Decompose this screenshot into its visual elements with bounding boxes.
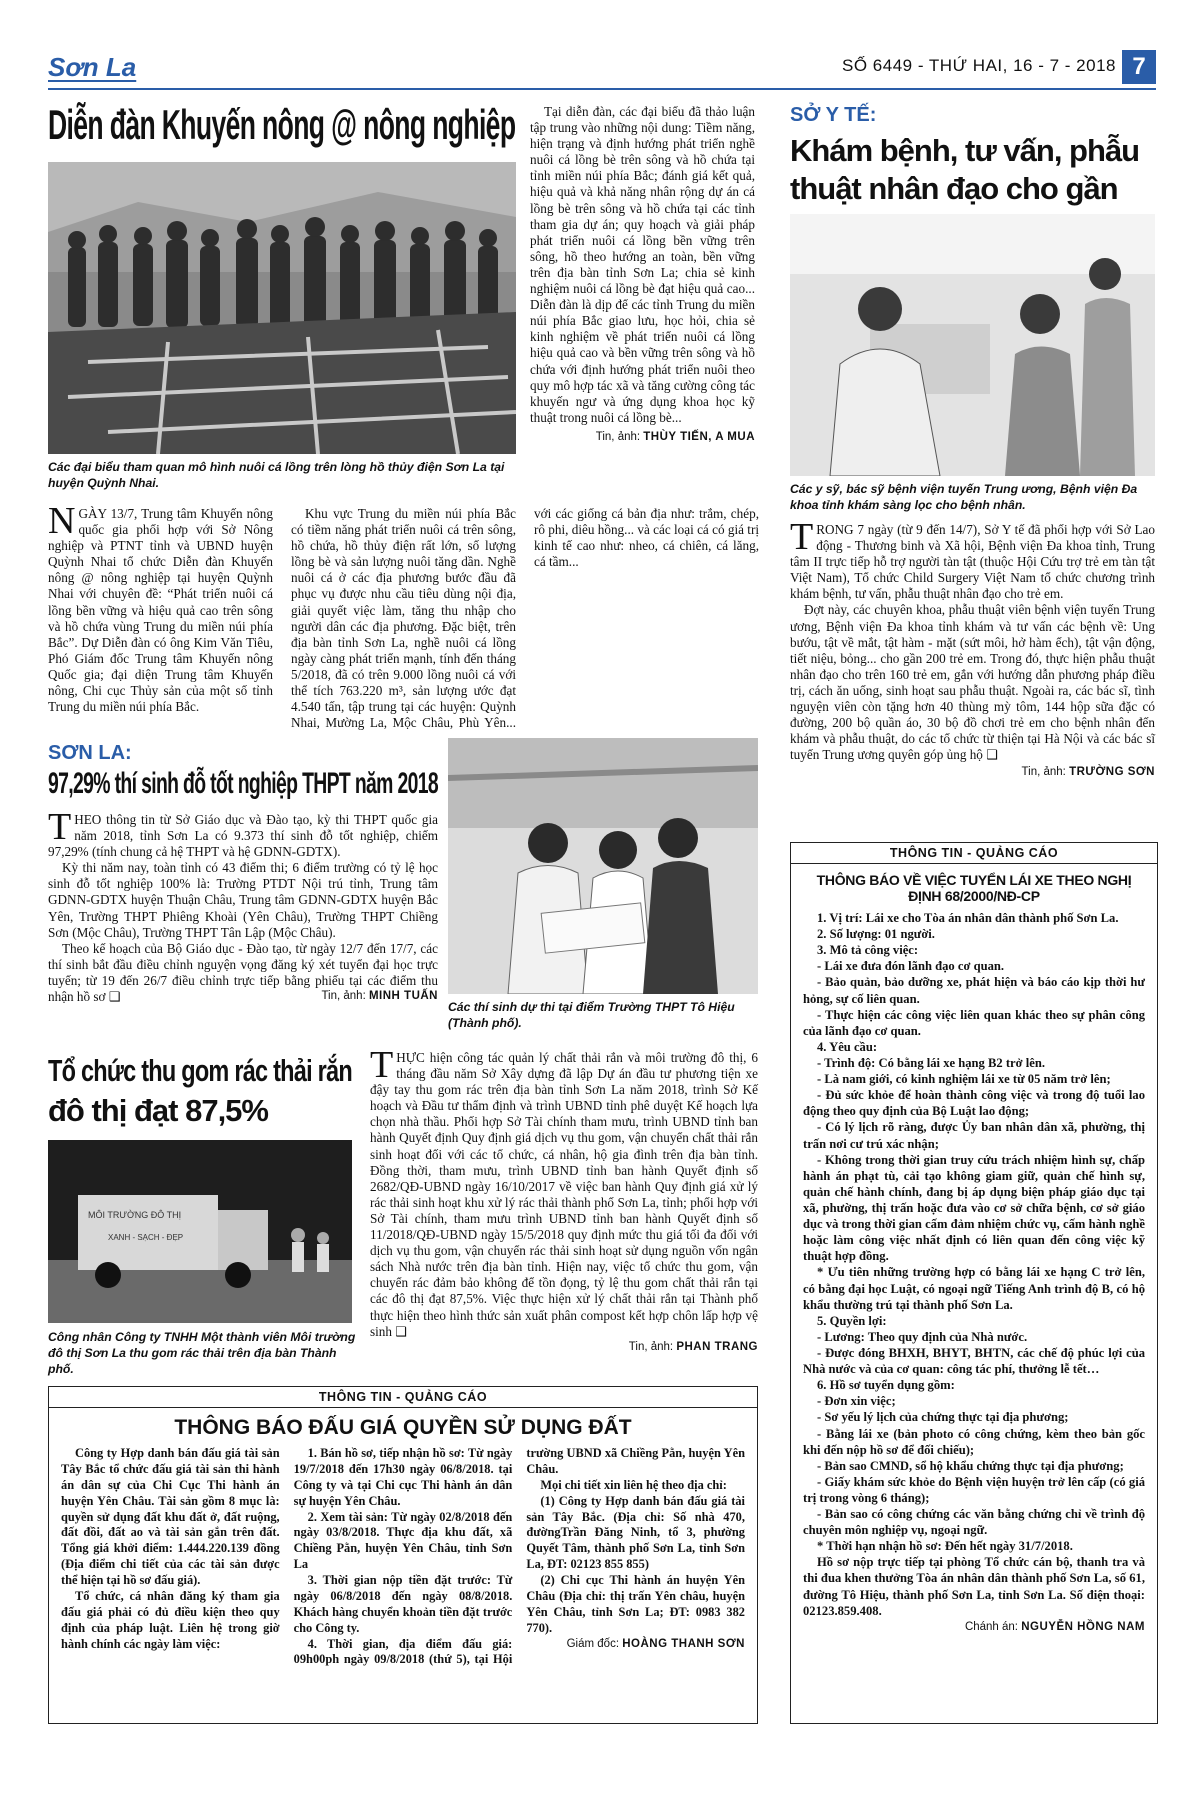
driver-ad-line: - Trình độ: Có bằng lái xe hạng B2 trở lên. (817, 1055, 1045, 1070)
exam-kicker: SƠN LA: (48, 742, 132, 764)
section-name: Sơn La (48, 52, 137, 82)
driver-ad-line: 5. Quyền lợi: (817, 1313, 887, 1328)
driver-ad-line: 6. Hồ sơ tuyển dụng gồm: (817, 1378, 955, 1393)
health-byline: Tin, ảnh: TRƯỜNG SƠN (1021, 766, 1155, 779)
auction-paragraph: (2) Chi cục Thi hành án huyện Yên Châu (Địa chỉ: thị trấn Yên châu, huyện Yên Châu, tỉnh Sơn La; ĐT: 0983 382 770). (526, 1573, 745, 1635)
driver-ad-line: - Đủ sức khỏe để hoàn thành công việc và trong độ tuổi lao động theo quy định của Bộ Luật lao động; (803, 1088, 1145, 1119)
driver-ad-line: - Lái xe đưa đón lãnh đạo cơ quan. (817, 959, 1005, 974)
driver-ad-body (791, 910, 1157, 1619)
health-paragraph: RONG 7 ngày (từ 9 đến 14/7), Sở Y tế đã phối hợp với Sở Lao động - Thương binh và Xã hội, Bệnh viện Đa khoa tỉnh, Trung tâm II trực tiếp hỗ trợ người tàn tật (thuộc Hội Cứu trợ trẻ em tàn tật Việt Nam), Tổ chức Child Surgery Việt Nam tổ chức chương trình khám bệnh, tư vấn, phẫu thuật nhân đạo cho trẻ em. (790, 522, 1155, 602)
auction-paragraph: (1) Công ty Hợp danh bán đấu giá tài sản Tây Bắc. (Địa chỉ: Số nhà 470, đườngTrần Đăng Ninh, tổ 3, phường Quyết Tâm, thành phố Sơn La, tỉnh Sơn La, ĐT: 02123 855 855) (526, 1493, 745, 1572)
page-number-badge (1122, 50, 1156, 84)
issue-info: SỐ 6449 - THỨ HAI, 16 - 7 - 2018 (842, 56, 1116, 75)
header-rule (48, 88, 1156, 90)
auction-ad-title: THÔNG BÁO ĐẤU GIÁ QUYỀN SỬ DỤNG ĐẤT (174, 1416, 632, 1439)
driver-ad-line: - Bản sao có công chứng các văn bằng chứng chỉ về trình độ chuyên môn nghiệp vụ, ngoại ngữ. (803, 1507, 1145, 1538)
page-number: 7 (1132, 53, 1146, 80)
forum-headline: Diễn đàn Khuyến nông @ nông nghiệp (48, 101, 516, 148)
health-photo-caption: Các y sỹ, bác sỹ bệnh viện tuyến Trung ương, Bệnh viện Đa khoa tỉnh khám sàng lọc cho bệnh nhân. (790, 482, 1138, 512)
forum-body-left (48, 500, 759, 734)
page-header (48, 50, 1156, 86)
auction-ad (48, 1386, 758, 1724)
driver-ad-label: THÔNG TIN - QUẢNG CÁO (791, 843, 1157, 864)
health-photo (790, 214, 1155, 476)
forum-paragraph: Tại diễn đàn, các đại biểu đã thảo luận tập trung vào những nội dung: Tiềm năng, hiện trạng và định hướng phát triển nghề nuôi cá lồng bè trên sông và hồ chứa tại tỉnh miền núi phía Bắc; đánh giá kết quả, hiệu quả và khả năng nhân rộng dự án cá lồng bè trên sông và hồ chứa tại các tỉnh tham gia dự án; quy hoạch và giải pháp phát triển nuôi cá lồng bền vững trên sông, hồ theo hướng an toàn, bền vững trên địa bàn tỉnh Sơn La; chia sẻ kinh nghiệm nuôi cá lồng bè đạt hiệu quả cao... Diễn đàn là dịp để các tỉnh Trung du miền núi phía Bắc giao lưu, học hỏi, chia sẻ kinh nghiệm về phát triển nuôi cá lồng hiệu quả cao và bền vững trên sông và hồ chứa với định hướng phát triển nuôi theo quy mô hợp tác xã và tăng cường công tác khuyến ngư và ứng dụng khoa học kỹ thuật trong nuôi cá lồng bè... (530, 104, 755, 425)
driver-ad-line: - Sơ yếu lý lịch của chứng thực tại địa phương; (817, 1410, 1069, 1425)
forum-photo-caption: Các đại biểu tham quan mô hình nuôi cá lồng trên lòng hồ thủy điện Sơn La tại huyện Quỳnh Nhai. (48, 460, 505, 490)
auction-ad-label: THÔNG TIN - QUẢNG CÁO (49, 1387, 757, 1408)
exam-dropcap: T (48, 806, 72, 848)
auction-paragraph: 1. Bán hồ sơ, tiếp nhận hồ sơ: Từ ngày 19/7/2018 đến 17h30 ngày 06/8/2018. tại Công ty và tại Chi cục Thi hành án dân sự huyện Yên Châu. (293, 1446, 513, 1508)
exam-paragraph: HEO thông tin từ Sở Giáo dục và Đào tạo, kỳ thi THPT quốc gia năm 2018, tỉnh Sơn La có 9.373 thí sinh đỗ tốt nghiệp, chiếm 97,29% (tính chung cả hệ THPT và hệ GDNN-GDTX). (48, 812, 438, 860)
waste-photo (48, 1140, 352, 1323)
driver-ad-line: * Thời hạn nhận hồ sơ: Đến hết ngày 31/7/2018. (817, 1539, 1073, 1554)
driver-ad-line: 2. Số lượng: 01 người. (817, 927, 935, 942)
waste-byline: Tin, ảnh: PHAN TRANG (628, 1340, 758, 1353)
forum-byline: Tin, ảnh: THÙY TIẾN, A MUA (595, 430, 755, 443)
waste-headline-line1: Tổ chức thu gom rác thải rắn (48, 1053, 352, 1088)
driver-ad-line: - Bảo quản, bảo dưỡng xe, phát hiện và báo cáo kịp thời hư hỏng, sự cố liên quan. (803, 975, 1145, 1006)
driver-ad-line: - Bản sao CMND, sổ hộ khẩu chứng thực tại địa phương; (817, 1458, 1124, 1473)
exam-paragraph: Theo kế hoạch của Bộ Giáo dục - Đào tạo, từ ngày 12/7 đến 17/7, các thí sinh bắt đầu điều chỉnh nguyện vọng đăng ký xét tuyển đại học trực tuyến; từ 19 đến 26/7 điều chỉnh trực tiếp bằng phiếu tại các điểm thu nhận hồ sơ (48, 940, 438, 1005)
health-headline: Khám bệnh, tư vấn, phẫu thuật nhân đạo cho gần (790, 133, 1140, 206)
driver-ad-line: - Được đóng BHXH, BHYT, BHTN, các chế độ phúc lợi của Nhà nước và của cơ quan: công tác phí, thưởng lễ tết… (803, 1345, 1145, 1377)
waste-photo-caption: Công nhân Công ty TNHH Một thành viên Môi trường đô thị Sơn La thu gom rác thải trên địa bàn Thành phố. (48, 1330, 356, 1376)
driver-ad-line: - Có lý lịch rõ ràng, được Ủy ban nhân dân xã, phường, thị trấn nơi cư trú xác nhận; (803, 1120, 1145, 1151)
driver-ad-line: - Lương: Theo quy định của Nhà nước. (817, 1329, 1028, 1344)
waste-dropcap: T (370, 1044, 394, 1086)
truck-sign: XANH - SẠCH - ĐẸP (108, 1233, 184, 1242)
driver-ad-line: - Bằng lái xe (bản photo có công chứng, kèm theo bản gốc khi đến nộp hồ sơ để đối chiếu); (803, 1426, 1145, 1457)
driver-signer: Chánh án: NGUYỄN HỒNG NAM (964, 1620, 1145, 1633)
exam-paragraph: Kỳ thi năm nay, toàn tỉnh có 43 điểm thi; 6 điểm trường có tỷ lệ học sinh đỗ tốt nghiệp 100% là: Trường PTDT Nội trú tỉnh, Trung tâm GDNN-GDTX huyện Thuận Châu, Trung tâm GDNN-GDTX huyện Bắc Yên, Trường THPT Phiêng Khoài (Yên Châu), Trường THPT Chiềng Sơn (Mộc Châu), Trường THPT Tân Lập (Mộc Châu). (48, 860, 438, 940)
waste-headline-line2: đô thị đạt 87,5% (48, 1093, 268, 1128)
truck-sign: MÔI TRƯỜNG ĐÔ THỊ (88, 1210, 182, 1220)
driver-ad-line: 3. Mô tả công việc: (817, 943, 919, 958)
auction-paragraph: Công ty Hợp danh bán đấu giá tài sản Tây Bắc tổ chức đấu giá tài sản thi hành án dân sự của Chi Cục Thi hành án huyện Yên Châu. Tài sản gồm 8 mục là: quyền sử dụng đất khu đất ở, đất ruộng, đất đồi, đất ao và tài sản gắn trên đất. Tổng giá khởi điểm: 1.444.220.139 đồng (Địa điểm chi tiết của các tài sản được thể hiện tại hồ sơ đấu giá). (61, 1446, 280, 1587)
driver-ad-title: THÔNG BÁO VỀ VIỆC TUYỂN LÁI XE THEO NGHỊ ĐỊNH 68/2000/NĐ-CP (816, 872, 1132, 904)
waste-paragraph: HỰC hiện công tác quản lý chất thải rắn và môi trường đô thị, 6 tháng đầu năm Sở Xây dựng đã lập Dự án đầu tư phương tiện xe đậy tay thu gom rác trên địa bàn tỉnh Sơn La năm 2018, trình Sở Kế hoạch và Đầu tư thẩm định và trình UBND tỉnh phê duyệt Kế hoạch lựa chọn nhà thầu. Phối hợp Sở Tài chính tham mưu, trình UBND tỉnh ban hành Quyết định Quy định giá dịch vụ thu gom, vận chuyển chất thải rắn sinh hoạt đối với các tổ chức, cá nhân, hộ gia đình trên địa bàn tỉnh. Đồng thời, tham mưu, trình UBND tỉnh ban hành Quyết định số 2682/QĐ-UBND ngày 16/10/2017 về việc ban hành Quy định giá xử lý rác thải sinh hoạt khu xử lý rác thải thành phố Sơn La, tỉnh; phối hợp với Sở Tài chính, tham mưu trình UBND tỉnh ban hành Quyết định số 11/2018/QĐ-UBND ngày 15/5/2018 quy định mức thu giá tối đa đối với dịch vụ thu gom, vận chuyển rác thải sinh hoạt sử dụng nguồn vốn ngân sách Nhà nước trên địa bàn tỉnh. Hiện nay, việc tổ chức thu gom, vận chuyển rác đảm bảo không để tồn đọng, tỷ lệ thu gom chất thải rắn tại các đô thị đạt 87,5%. Việc thực hiện xử lý chất thải rắn tại Thành phố thực hiện theo hình thức sản xuất phân compost kết hợp chôn lấp hợp vệ sinh (370, 1050, 758, 1339)
forum-photo (48, 162, 516, 454)
auction-signer: Giám đốc: HOÀNG THANH SƠN (566, 1637, 745, 1650)
auction-paragraph: Tổ chức, cá nhân đăng ký tham gia đấu giá phải có đủ điều kiện theo quy định của pháp luật. Liên hệ trong giờ hành chính các ngày làm việc: (61, 1588, 280, 1651)
exam-headline: 97,29% thí sinh đỗ tốt nghiệp THPT năm 2018 (48, 767, 439, 800)
auction-paragraph: 4. Thời gian, địa điểm đấu giá: 09h00ph ngày 09/8/2018 (thứ 5), tại Hội trường UBND xã Chiềng Pằn, huyện Yên Châu. (293, 1446, 745, 1667)
auction-paragraph: 2. Xem tài sản: Từ ngày 02/8/2018 đến ngày 03/8/2018. Thực địa khu đất, xã Chiềng Pằn, huyện Yên Châu, tỉnh Sơn La (293, 1509, 513, 1572)
auction-paragraph: 3. Thời gian nộp tiền đặt trước: Từ ngày 06/8/2018 đến ngày 08/8/2018. Khách hàng chuyển khoản tiền đặt trước cho Công ty. (293, 1573, 513, 1635)
driver-ad-line: Hồ sơ nộp trực tiếp tại phòng Tổ chức cán bộ, thanh tra và thi đua khen thưởng Tòa án nhân dân thành phố Sơn La, số 61, đường Tô Hiệu, thành phố Sơn La, tỉnh Sơn La. Số điện thoại: 02123.859.408. (803, 1555, 1145, 1618)
driver-ad-line: * Ưu tiên những trường hợp có bằng lái xe hạng C trở lên, có bằng đại học Luật, có ngoại ngữ Tiếng Anh trình độ B, có hộ khẩu thường trú tại thành phố Sơn La. (803, 1265, 1145, 1312)
driver-ad-line: 4. Yêu cầu: (817, 1039, 878, 1054)
exam-photo (448, 738, 758, 994)
driver-ad (790, 842, 1158, 1724)
health-body: TRONG 7 ngày (từ 9 đến 14/7), Sở Y tế đã phối hợp với Sở Lao động - Thương binh và Xã hội, Bệnh viện Đa khoa tỉnh, Trung tâm II trực tiếp hỗ trợ người tàn tật (thuộc Hội Cứu trợ trẻ em tàn tật Việt Nam), Tổ chức Child Surgery Việt Nam tổ chức chương trình khám bệnh, tư vấn, phẫu thuật nhân đạo cho trẻ em. Đợt này, các chuyên khoa, phẫu thuật viên bệnh viện tuyến Trung ương, Bệnh viện Đa khoa tỉnh khám và tư vấn các bệnh về: Ung bướu, tật về mắt, tật hàm - mặt (sứt môi, hở hàm ếch), tật vận động, tiết niệu, bỏng... cho gần 200 trẻ em. Trong đó, thực hiện phẫu thuật nhân đạo cho trên 160 trẻ em, gắn với hướng dẫn phương pháp điều trị, cách ăn uống, sinh hoạt sau phẫu thuật. Ngoài ra, các bác sĩ, tình nguyện viên còn tặng hơn 40 thùng mỳ tôm, 144 hộp sữa đặc có đường, 200 bộ quần áo, 30 bộ đồ chơi trẻ em cho bệnh nhân đến khám và phẫu thuật, do các tổ chức từ thiện tại Hà Nội và các bác sĩ tuyến Trung ương quyên góp ủng hộ ❑ Tin, ảnh: TRƯỜNG SƠN (790, 516, 1155, 779)
driver-ad-line: - Thực hiện các công việc liên quan khác theo sự phân công của lãnh đạo cơ quan. (803, 1007, 1145, 1038)
forum-paragraph: GÀY 13/7, Trung tâm Khuyến nông quốc gia phối hợp với Sở Nông nghiệp và PTNT tỉnh và UBND huyện Quỳnh Nhai tổ chức Diễn đàn Khuyến nông @ nông nghiệp tại huyện Quỳnh Nhai với chuyên đề: “Phát triển nuôi cá lồng bền vững và hiệu quả cao trên sông và hồ chứa vùng Trung du miền núi phía Bắc”. Dự Diễn đàn có ông Kim Văn Tiêu, Phó Giám đốc Trung tâm Khuyến nông Quốc gia; đại diện Trung tâm Khuyến nông, Chi cục Thủy sản của một số tỉnh Trung du miền núi phía Bắc. (48, 506, 273, 715)
driver-ad-line: - Giấy khám sức khỏe do Bệnh viện huyện trở lên cấp (có giá trị trong vòng 6 tháng); (803, 1474, 1145, 1505)
forum-paragraph: Khu vực Trung du miền núi phía Bắc có tiềm năng phát triển nuôi cá trên sông, hồ chứa, hồ thủy điện rất lớn, số lượng lồng bè và sản lượng nuôi tăng dần. Nghề nuôi cá ở các địa phương bước đầu đã phục vụ được nhu cầu tiêu dùng nội địa, giải quyết việc làm, tăng thu nhập cho người dân các địa phương. Đặc biệt, trên địa bàn tỉnh Sơn La, nghề nuôi cá lồng ngày càng phát triển mạnh, tính đến tháng 5/2018, đã có trên 9.000 lồng nuôi cá với thể tích 763.220 m³, sản lượng ước đạt 4.540 tấn, tập trung tại các huyện: Quỳnh Nhai, Mường La, Mộc Châu, Phù Yên... với các giống cá bản địa như: trắm, chép, rô phi, diêu hồng... và các loại cá có giá trị kinh tế cao như: nheo, cá chiên, cá lăng, cá tầm... (291, 506, 759, 731)
waste-body: THỰC hiện công tác quản lý chất thải rắn và môi trường đô thị, 6 tháng đầu năm Sở Xây dựng đã lập Dự án đầu tư phương tiện xe đậy tay thu gom rác trên địa bàn tỉnh Sơn La năm 2018, trình Sở Kế hoạch và Đầu tư thẩm định và trình UBND tỉnh phê duyệt Kế hoạch lựa chọn nhà thầu. Phối hợp Sở Tài chính tham mưu, trình UBND tỉnh ban hành Quyết định Quy định giá dịch vụ thu gom, vận chuyển chất thải rắn sinh hoạt đối với các tổ chức, cá nhân, hộ gia đình trên địa bàn tỉnh. Đồng thời, tham mưu, trình UBND tỉnh ban hành Quyết định số 2682/QĐ-UBND ngày 16/10/2017 về việc ban hành Quy định giá xử lý rác thải sinh hoạt khu xử lý rác thải thành phố Sơn La, tỉnh; phối hợp với Sở Tài chính, tham mưu trình UBND tỉnh ban hành Quyết định số 11/2018/QĐ-UBND ngày 15/5/2018 quy định mức thu giá tối đa đối với dịch vụ thu gom, vận chuyển rác thải sinh hoạt sử dụng nguồn vốn ngân sách Nhà nước trên địa bàn tỉnh. Hiện nay, việc tổ chức thu gom, vận chuyển rác đảm bảo không để tồn đọng, tỷ lệ thu gom chất thải rắn tại các đô thị đạt 87,5%. Việc thực hiện xử lý chất thải rắn tại Thành phố thực hiện theo hình thức sản xuất phân compost kết hợp chôn lấp hợp vệ sinh ❑ Tin, ảnh: PHAN TRANG (370, 1044, 758, 1353)
exam-body: THEO thông tin từ Sở Giáo dục và Đào tạo, kỳ thi THPT quốc gia năm 2018, tỉnh Sơn La có 9.373 thí sinh đỗ tốt nghiệp, chiếm 97,29% (tính chung cả hệ THPT và hệ GDNN-GDTX). Kỳ thi năm nay, toàn tỉnh có 43 điểm thi; 6 điểm trường có tỷ lệ học sinh đỗ tốt nghiệp 100% là: Trường PTDT Nội trú tỉnh, Trung tâm GDNN-GDTX huyện Thuận Châu, Trung tâm GDNN-GDTX huyện Bắc Yên, Trường THPT Phiêng Khoài (Yên Châu), Trường THPT Chiềng Sơn (Mộc Châu), Trường THPT Tân Lập (Mộc Châu). Theo kế hoạch của Bộ Giáo dục - Đào tạo, từ ngày 12/7 đến 17/7, các thí sinh bắt đầu điều chỉnh nguyện vọng đăng ký xét tuyển đại học trực tuyến; từ 19 đến 26/7 điều chỉnh trực tiếp bằng phiếu tại các điểm thu nhận hồ sơ ❑ Tin, ảnh: MINH TUẤN (48, 806, 438, 1005)
forum-body-right (530, 104, 755, 444)
auction-ad-body (49, 1446, 757, 1668)
health-paragraph: Đợt này, các chuyên khoa, phẫu thuật viên bệnh viện tuyến Trung ương, Bệnh viện Đa khoa tỉnh khám và tư vấn các bệnh về: Ung bướu, tật về mắt, tật hàm - mặt (sứt môi, hở hàm ếch), tật vận động, tiết niệu, bỏng... cho gần 200 trẻ em. Trong đó, thực hiện phẫu thuật nhân đạo cho trên 160 trẻ em, gắn với hướng dẫn phương pháp điều trị, cách ăn uống, sinh hoạt sau phẫu thuật. Ngoài ra, các bác sĩ, tình nguyện viên còn tặng hơn 40 thùng mỳ tôm, 144 hộp sữa đặc có đường, 200 bộ quần áo, 30 bộ đồ chơi trẻ em cho bệnh nhân đến khám và phẫu thuật, do các tổ chức từ thiện tại Hà Nội và các bác sĩ tuyến Trung ương quyên góp ủng hộ (790, 602, 1155, 763)
driver-ad-line: - Đơn xin việc; (817, 1394, 896, 1409)
auction-paragraph: Mọi chi tiết xin liên hệ theo địa chỉ: (540, 1477, 727, 1492)
health-kicker: SỞ Y TẾ: (790, 104, 877, 126)
driver-ad-line: - Là nam giới, có kinh nghiệm lái xe từ 05 năm trở lên; (817, 1072, 1111, 1087)
exam-photo-caption: Các thí sinh dự thi tại điểm Trường THPT Tô Hiệu (Thành phố). (448, 1000, 735, 1030)
driver-ad-line: - Không trong thời gian truy cứu trách nhiệm hình sự, chấp hành án phạt tù, cải tạo không giam giữ, quản chế hình sự, quản chế hành chính, đang bị áp dụng biện pháp giáo dục tại xã, phường, thị trấn hoặc đưa vào cơ sở chữa bệnh, cơ sở giáo dục và trong thời gian cấm đảm nhiệm chức vụ, cấm hành nghề hoặc làm công việc nhất định có liên quan đến công việc kỹ thuật hợp đồng. (803, 1152, 1145, 1264)
forum-dropcap: N (48, 500, 76, 542)
health-dropcap: T (790, 516, 814, 558)
driver-ad-line: 1. Vị trí: Lái xe cho Tòa án nhân dân thành phố Sơn La. (817, 911, 1119, 925)
